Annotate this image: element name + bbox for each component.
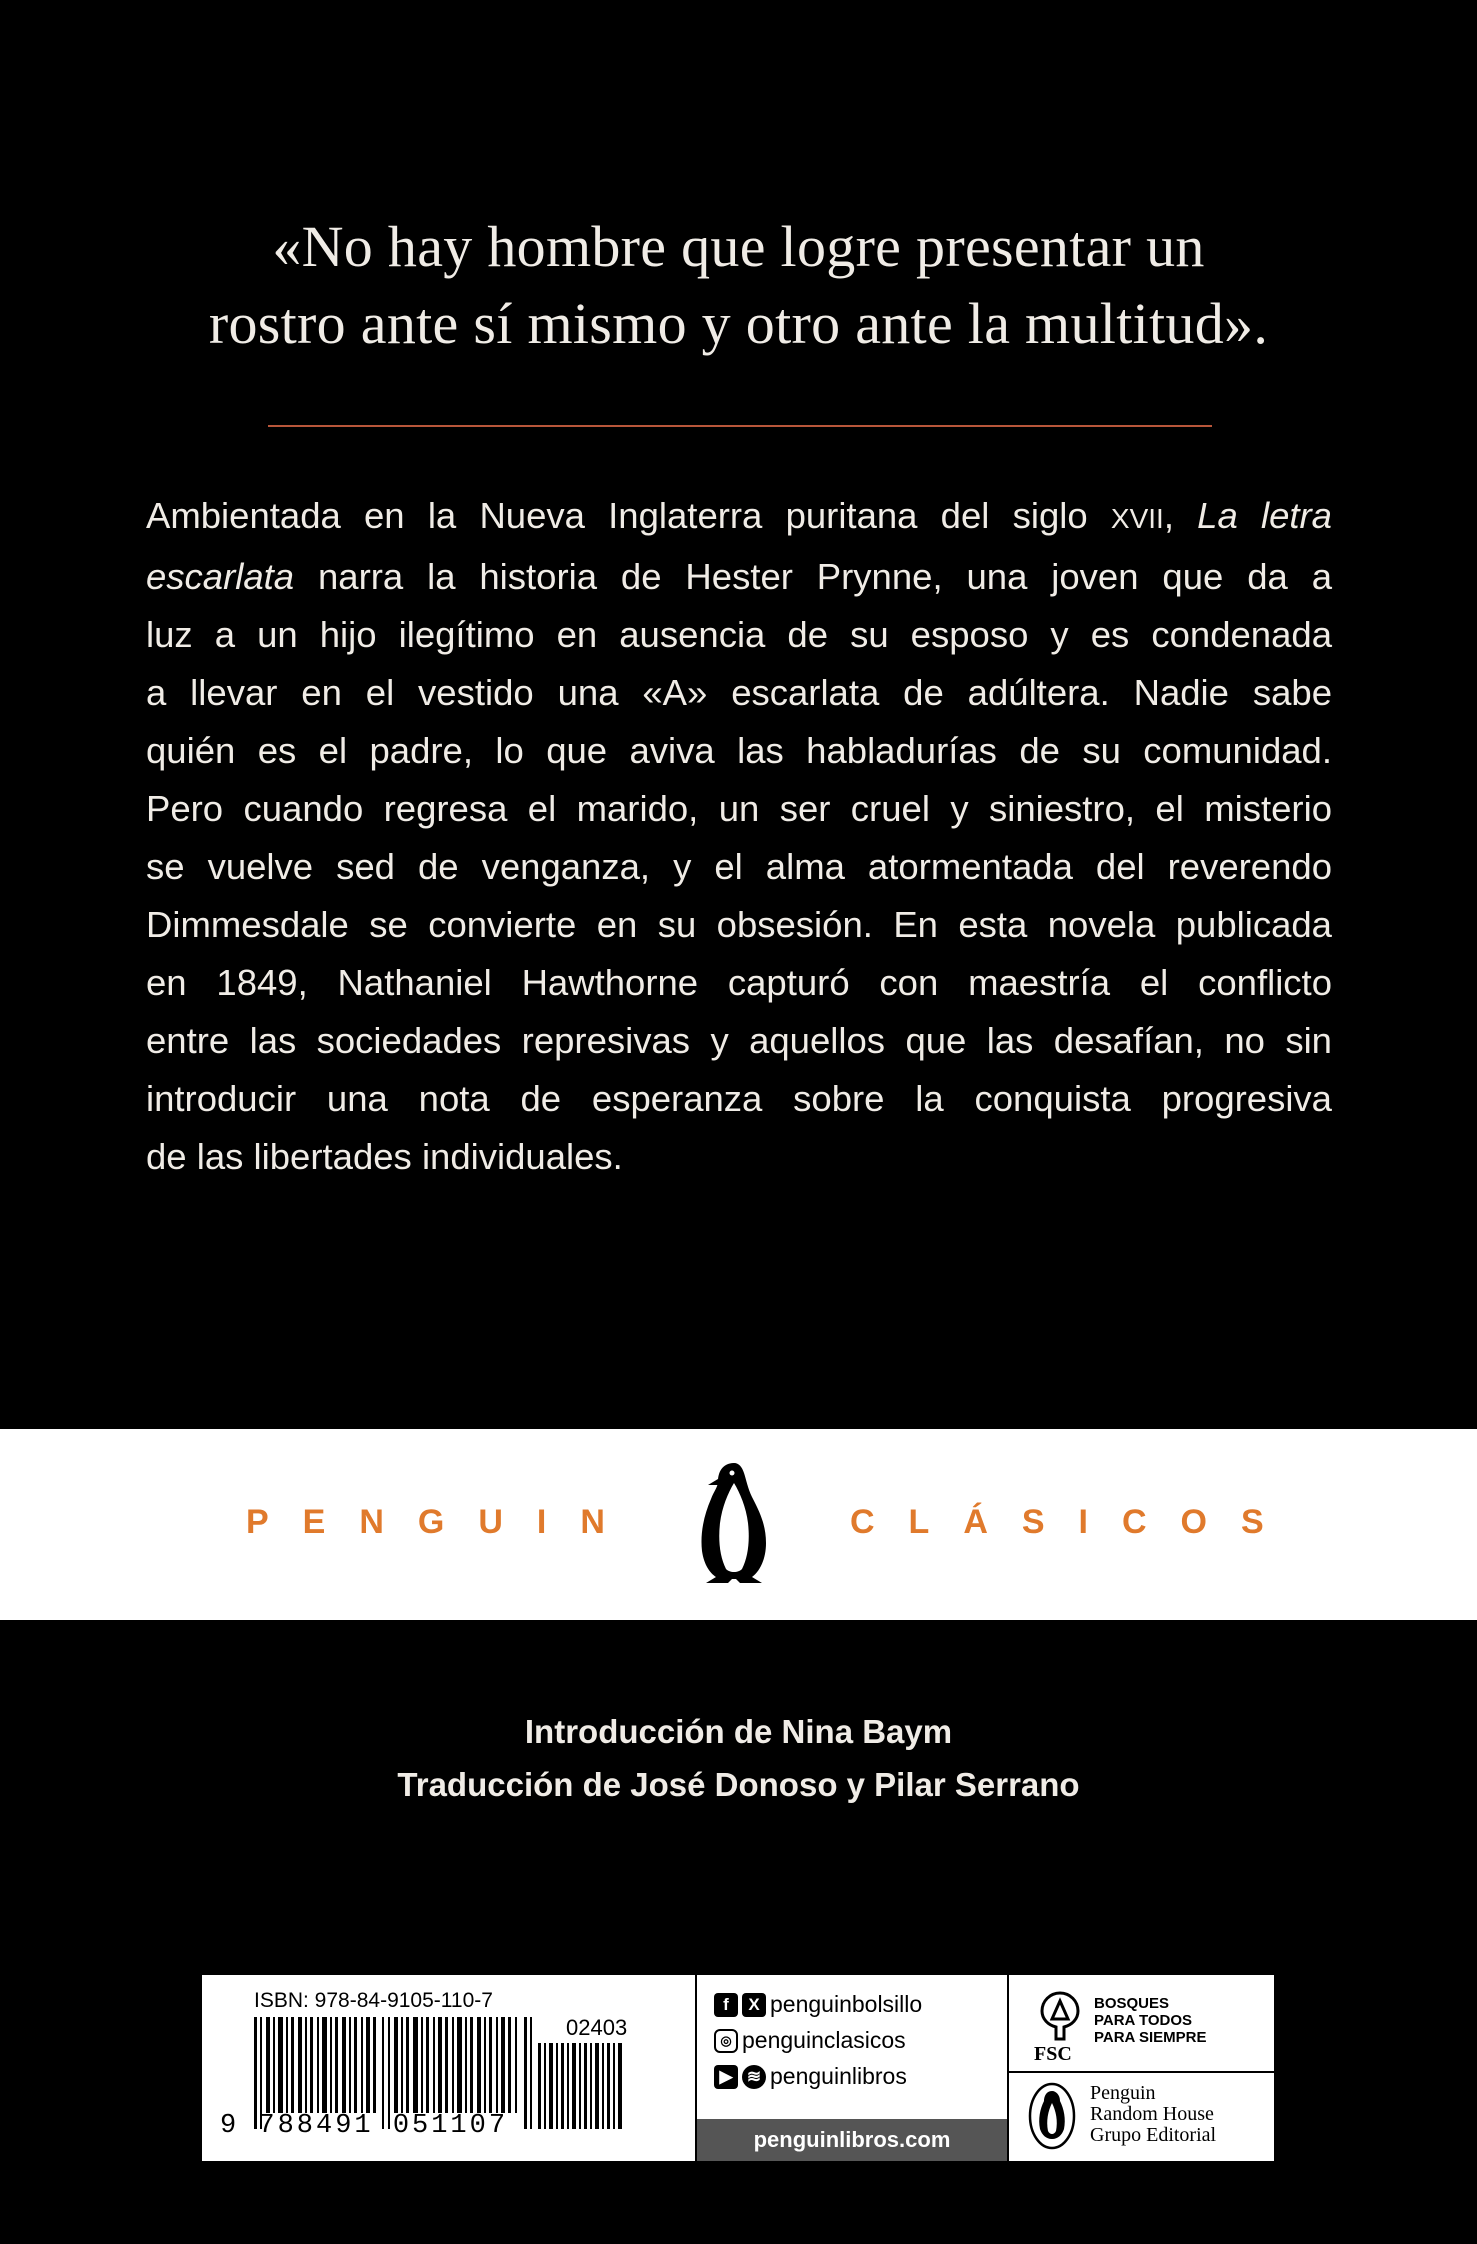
synopsis-text: narra la historia de Hester Prynne, una joven que da a <box>294 556 1332 597</box>
synopsis-line: en 1849, Nathaniel Hawthorne capturó con maestría el conflicto <box>146 962 1332 1003</box>
fsc-label: FSC <box>1034 2043 1072 2065</box>
publisher-line: Penguin <box>1090 2082 1156 2104</box>
pull-quote <box>0 208 1477 362</box>
publisher-penguin-icon <box>1026 2081 1078 2151</box>
synopsis-line: Dimmesdale se convierte en su obsesión. En esta novela publicada <box>146 904 1332 945</box>
publisher-line: Grupo Editorial <box>1090 2124 1217 2146</box>
facebook-icon: f <box>714 1993 738 2017</box>
publisher-line: Random House <box>1090 2103 1214 2125</box>
synopsis-line: introducir una nota de esperanza sobre la conquista progresiva <box>146 1078 1332 1119</box>
fsc-mark <box>1032 1989 1252 2069</box>
fsc-slogan-line: PARA TODOS <box>1094 2012 1193 2029</box>
synopsis-line: a llevar en el vestido una «A» escarlata de adúltera. Nadie sabe <box>146 672 1332 713</box>
credits <box>0 1705 1477 1811</box>
series-name-right: CLÁSICOS <box>850 1503 1298 1541</box>
publisher-name <box>1090 2083 1216 2146</box>
synopsis-line: quién es el padre, lo que aviva las habladurías de su comunidad. <box>146 730 1332 771</box>
divider <box>1009 2071 1274 2073</box>
penguin-logo <box>694 1459 774 1589</box>
series-name-left: PENGUIN <box>246 1503 639 1541</box>
addon-barcode <box>536 2043 628 2129</box>
social-row-bolsillo <box>714 1991 922 2018</box>
social-handle: penguinclasicos <box>742 2027 906 2053</box>
social-row-libros <box>714 2063 907 2090</box>
synopsis-text: , <box>1163 495 1198 536</box>
synopsis-line: se vuelve sed de venganza, y el alma atormentada del reverendo <box>146 846 1332 887</box>
translation-credit: Traducción de José Donoso y Pilar Serrano <box>397 1766 1080 1803</box>
divider-rule <box>268 425 1212 427</box>
synopsis-line: Pero cuando regresa el marido, un ser cruel y siniestro, el misterio <box>146 788 1332 829</box>
century-smallcaps: XVII <box>1110 503 1164 534</box>
social-handle: penguinbolsillo <box>770 1991 923 2017</box>
synopsis-text: Ambientada en la Nueva Inglaterra puritana del siglo <box>146 495 1111 536</box>
series-band <box>0 1429 1477 1620</box>
synopsis-line: entre las sociedades represivas y aquellos que las desafían, no sin <box>146 1020 1332 1061</box>
quote-line: rostro ante sí mismo y otro ante la multitud». <box>208 291 1269 356</box>
fsc-slogan-line: BOSQUES <box>1094 1995 1170 2012</box>
fsc-tree-icon <box>1032 1989 1088 2041</box>
fsc-slogan <box>1094 1995 1207 2046</box>
synopsis-line <box>146 487 1332 548</box>
book-title-italic: La letra <box>1197 495 1332 536</box>
info-box <box>202 1975 1274 2161</box>
synopsis <box>146 487 1332 1186</box>
instagram-icon: ◎ <box>714 2029 738 2053</box>
book-title-italic: escarlata <box>146 556 295 597</box>
spotify-icon: ≋ <box>742 2065 766 2089</box>
synopsis-line: de las libertades individuales. <box>146 1136 623 1177</box>
price-code: 02403 <box>566 2015 628 2040</box>
synopsis-line: luz a un hijo ilegítimo en ausencia de su esposo y es condenada <box>146 614 1332 655</box>
x-icon: X <box>742 1993 766 2017</box>
social-row-clasicos <box>714 2027 906 2054</box>
divider <box>1007 1975 1009 2161</box>
isbn-label: ISBN: 978-84-9105-110-7 <box>254 1989 493 2012</box>
ean-number: 9 788491 051107 <box>220 2111 509 2141</box>
website-url: penguinlibros.com <box>697 2119 1007 2161</box>
fsc-slogan-line: PARA SIEMPRE <box>1094 2029 1207 2046</box>
introduction-credit: Introducción de Nina Baym <box>524 1713 953 1750</box>
synopsis-line <box>146 548 1332 606</box>
youtube-icon: ▶ <box>714 2065 738 2089</box>
quote-line: «No hay hombre que logre presentar un <box>272 214 1205 279</box>
social-handle: penguinlibros <box>770 2063 907 2089</box>
